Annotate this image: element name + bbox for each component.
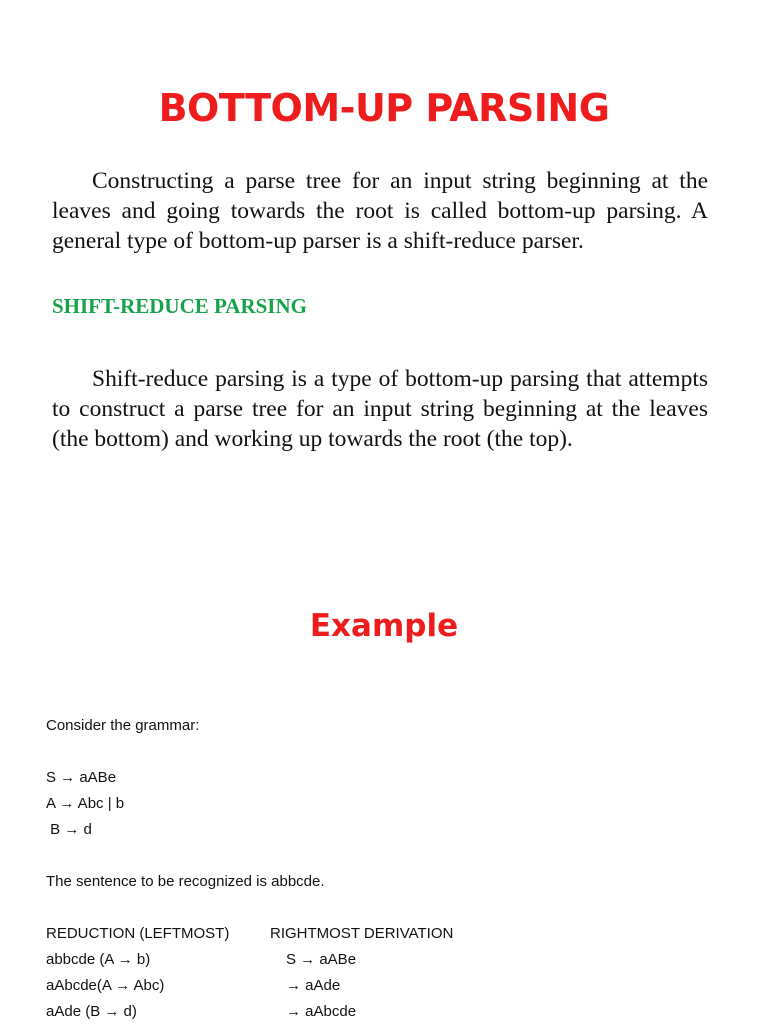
derivation-step: S → aABe [286, 951, 357, 968]
reduction-step: aAde (B → d) [46, 1003, 137, 1020]
grammar-rule: S → aABe [46, 769, 117, 786]
derivation-step: → aAbcde [286, 1003, 357, 1020]
slide-example [0, 560, 768, 1024]
derivation-header: RIGHTMOST DERIVATION [270, 925, 454, 942]
sentence-text: The sentence to be recognized is abbcde. [46, 873, 325, 890]
example-title: Example [309, 608, 459, 644]
shift-reduce-paragraph: Shift-reduce parsing is a type of bottom-up parsing that attempts to construct a parse tree for an input string beginning at the leaves (the bottom) and working up towards the root (the top). [52, 366, 708, 452]
grammar-rule: B → d [46, 821, 92, 838]
section-heading: SHIFT-REDUCE PARSING [52, 294, 307, 318]
reduction-header: REDUCTION (LEFTMOST) [46, 925, 230, 942]
slide-title: BOTTOM-UP PARSING [158, 86, 610, 130]
intro-paragraph: Constructing a parse tree for an input string beginning at the leaves and going towards the root is called bottom-up parsing. A general type of bottom-up parser is a shift-reduce parser. [52, 168, 708, 254]
reduction-step: aAbcde(A → Abc) [46, 977, 165, 994]
grammar-intro: Consider the grammar: [46, 717, 200, 734]
derivation-step: → aAde [286, 977, 341, 994]
grammar-rule: A → Abc | b [46, 795, 125, 812]
reduction-step: abbcde (A → b) [46, 951, 151, 968]
